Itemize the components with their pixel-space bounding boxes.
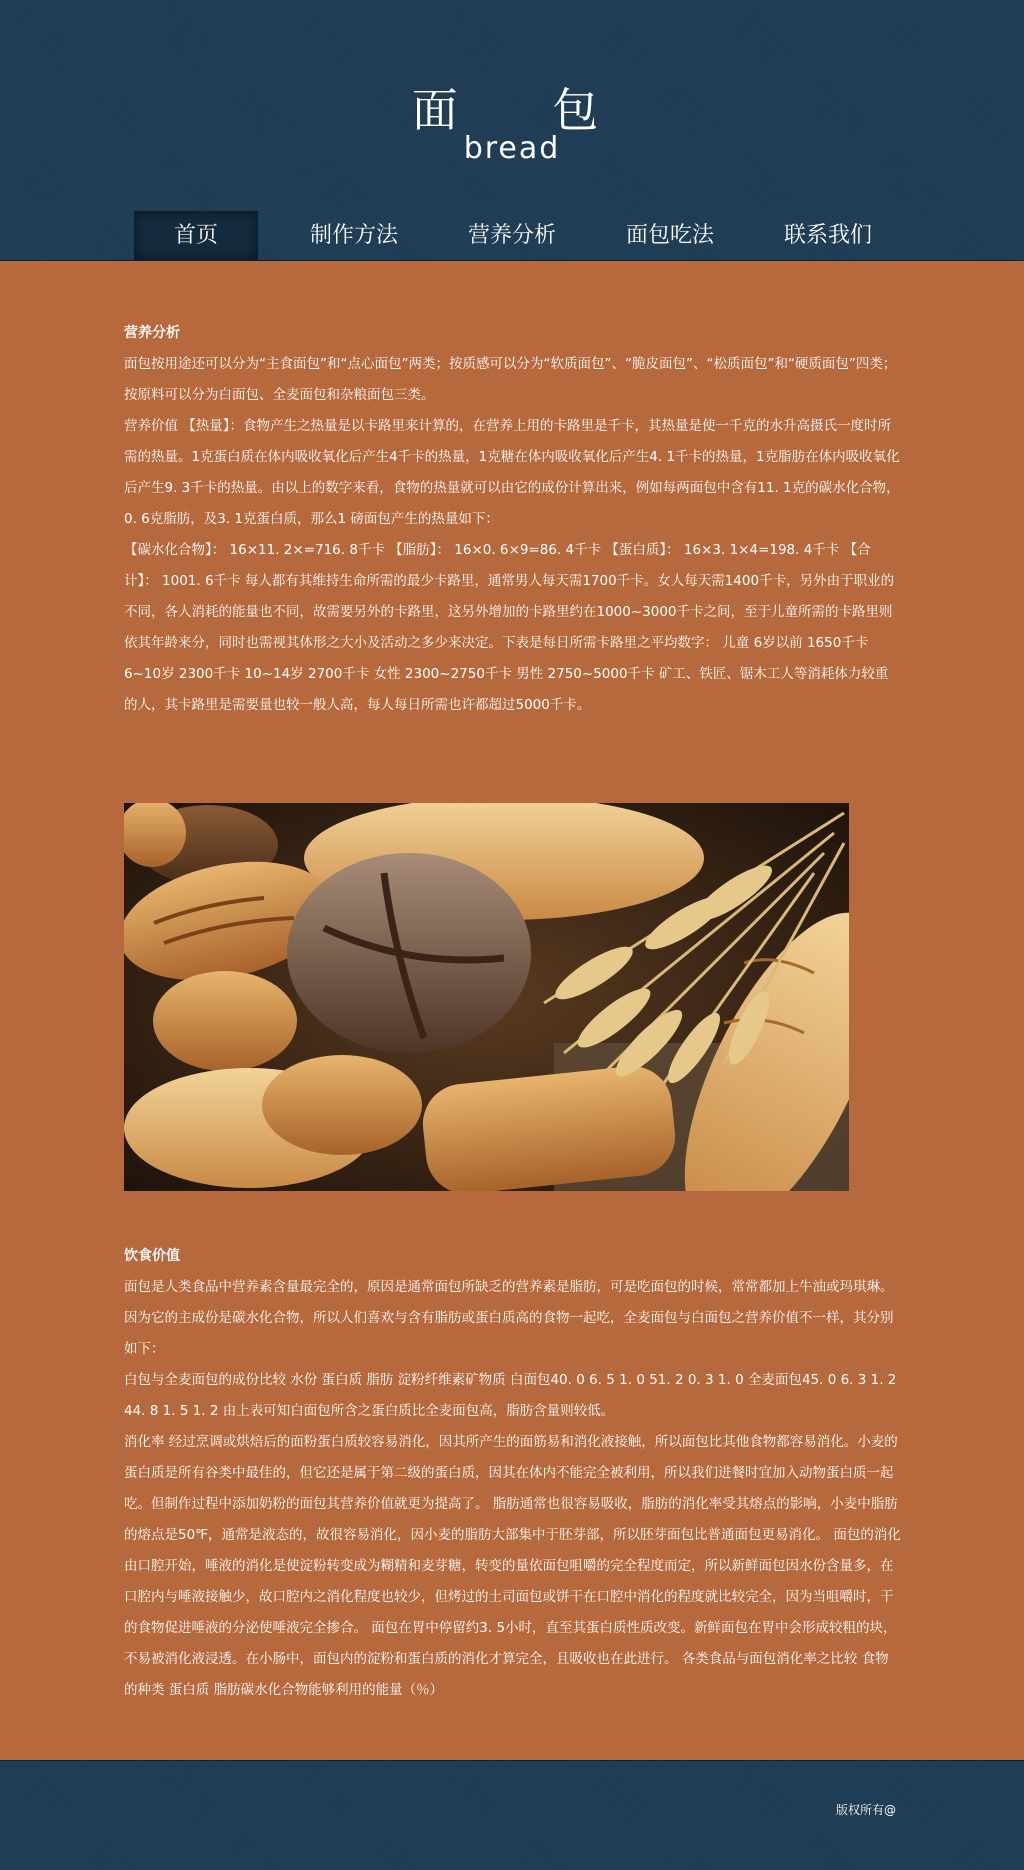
nav-item-making[interactable]: 制作方法 — [309, 223, 398, 248]
bread-photo — [124, 803, 849, 1191]
logo-chinese-text: 面 包 — [411, 83, 639, 137]
nav-item-home[interactable]: 首页 — [134, 211, 258, 260]
main-content — [0, 261, 1024, 1760]
site-footer — [0, 1760, 1024, 1870]
bread-photo-image — [124, 803, 849, 1191]
dietary-value-section-title: 饮食价值 — [124, 1248, 180, 1264]
nav-item-eating[interactable]: 面包吃法 — [625, 223, 714, 248]
nav-item-contact[interactable]: 联系我们 — [783, 223, 872, 248]
dietary-paragraph: 消化率 经过烹调或烘焙后的面粉蛋白质较容易消化，因其所产生的面筋易和消化液接触，所以面包比其他食物都容易消化。小麦的蛋白质是所有谷类中最佳的，但它还是属于第二级的蛋白质，因其在体内不能完全被利用，所以我们进餐时宜加入动物蛋白质一起吃。但制作过程中添加奶粉的面包其营养价值就更为提高了。 脂肪通常也很容易吸收，脂肪的消化率受其熔点的影响，小麦中脂肪的熔点是50℉，通常是液态的，故很容易消化，因小麦的脂肪大部集中于胚芽部，所以胚芽面包比普通面包更易消化。 面包的消化由口腔开始，唾液的消化是使淀粉转变成为糊精和麦芽糖，转变的量依面包咀嚼的完全程度而定，所以新鲜面包因水份含量多，在口腔内与唾液接触少，故口腔内之消化程度也较少，但烤过的土司面包或饼干在口腔中消化的程度就比较完全，因为当咀嚼时，干的食物促进唾液的分泌使唾液完全掺合。 面包在胃中停留约3. 5小时，直至其蛋白质性质改变。新鲜面包在胃中会形成较粗的块，不易被消化液浸透。在小肠中，面包内的淀粉和蛋白质的消化才算完全，且吸收也在此进行。 各类食品与面包消化率之比较 食物的种类 蛋白质 脂肪碳水化合物能够利用的能量（％） — [124, 1434, 901, 1698]
nav-item-nutrition[interactable]: 营养分析 — [467, 223, 556, 248]
copyright-text: 版权所有@ — [836, 1803, 897, 1817]
site-logo[interactable] — [0, 83, 1024, 166]
site-header — [0, 0, 1024, 261]
logo-english-text: bread — [463, 131, 561, 166]
nutrition-paragraph: 面包按用途还可以分为“主食面包”和“点心面包”两类；按质感可以分为“软质面包”、“脆皮面包”、“松质面包”和“硬质面包”四类；按原料可以分为白面包、全麦面包和杂粮面包三类。 — [124, 356, 897, 403]
nutrition-paragraph: 【碳水化合物】： 16×11. 2×=716. 8千卡 【脂肪】： 16×0. 6×9=86. 4千卡 【蛋白质】： 16×3. 1×4=198. 4千卡 【合计】： 1001. 6千卡 每人都有其维持生命所需的最少卡路里，通常男人每天需1700千卡。女人每天需1400千卡，另外由于职业的不同，各人消耗的能量也不同，故需要另外的卡路里，这另外增加的卡路里约在1000~3000千卡之间，至于儿童所需的卡路里则依其年龄来分，同时也需视其体形之大小及活动之多少来决定。下表是每日所需卡路里之平均数字： 儿童 6岁以前 1650千卡 6~10岁 2300千卡 10~14岁 2700千卡 女性 2300~2750千卡 男性 2750~5000千卡 矿工、铁匠、锯木工人等消耗体力较重的人，其卡路里是需要量也较一般人高，每人每日所需也许都超过5000千卡。 — [124, 542, 895, 713]
nutrition-section — [124, 318, 901, 721]
main-nav — [134, 211, 924, 260]
nutrition-section-title: 营养分析 — [124, 325, 180, 341]
dietary-value-section — [124, 1241, 901, 1706]
dietary-paragraph: 白包与全麦面包的成份比较 水份 蛋白质 脂肪 淀粉纤维素矿物质 白面包40. 0 6. 5 1. 0 51. 2 0. 3 1. 0 全麦面包45. 0 6. 3 1. 2 44. 8 1. 5 1. 2 由上表可知白面包所含之蛋白质比全麦面包高，脂肪含量则较低。 — [124, 1372, 897, 1419]
dietary-paragraph: 面包是人类食品中营养素含量最完全的，原因是通常面包所缺乏的营养素是脂肪，可是吃面包的时候，常常都加上牛油或玛琪琳。因为它的主成份是碳水化合物，所以人们喜欢与含有脂肪或蛋白质高的食物一起吃，全麦面包与白面包之营养价值不一样，其分别如下： — [124, 1279, 894, 1357]
nutrition-paragraph: 营养价值 【热量】：食物产生之热量是以卡路里来计算的，在营养上用的卡路里是千卡，其热量是使一千克的水升高摄氏一度时所需的热量。1克蛋白质在体内吸收氧化后产生4千卡的热量，1克糖在体内吸收氧化后产生4. 1千卡的热量，1克脂肪在体内吸收氧化后产生9. 3千卡的热量。由以上的数字来看，食物的热量就可以由它的成份计算出来，例如每两面包中含有11. 1克的碳水化合物，0. 6克脂肪，及3. 1克蛋白质，那么1 磅面包产生的热量如下： — [124, 418, 900, 527]
